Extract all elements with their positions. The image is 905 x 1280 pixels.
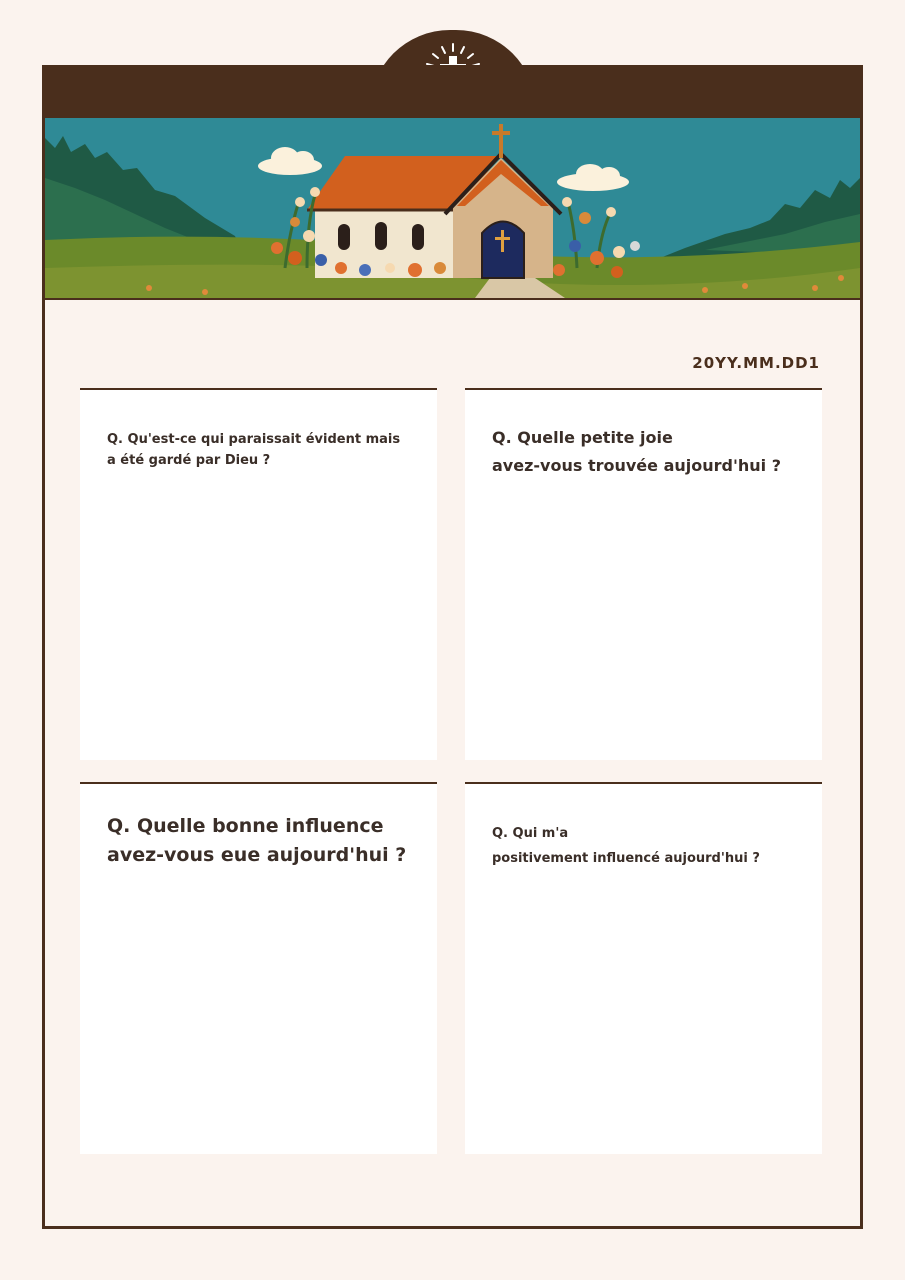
question-line: a été gardé par Dieu ?	[107, 452, 271, 468]
question-line: Q. Qui m'a	[492, 826, 569, 841]
question-card[interactable]	[465, 782, 822, 1154]
entry-date: 20YY.MM.DD1	[692, 354, 820, 372]
question-line: Q. Qu'est-ce qui paraissait évident mais	[107, 432, 401, 447]
question-card[interactable]	[80, 782, 437, 1154]
question-line: positivement influencé aujourd'hui ?	[492, 850, 760, 866]
question-card[interactable]	[80, 388, 437, 760]
question-line: Q. Quelle petite joie	[492, 428, 673, 447]
chapel-landscape-illustration	[45, 118, 860, 300]
journal-frame	[42, 65, 863, 1229]
question-text	[107, 430, 415, 472]
question-line: avez-vous trouvée aujourd'hui ?	[492, 456, 781, 475]
question-line: avez-vous eue aujourd'hui ?	[107, 844, 407, 867]
question-text	[107, 812, 415, 871]
question-text	[492, 424, 800, 480]
question-card[interactable]	[465, 388, 822, 760]
header-bar	[45, 68, 860, 118]
question-text	[492, 822, 800, 871]
question-line: Q. Quelle bonne influence	[107, 815, 384, 837]
